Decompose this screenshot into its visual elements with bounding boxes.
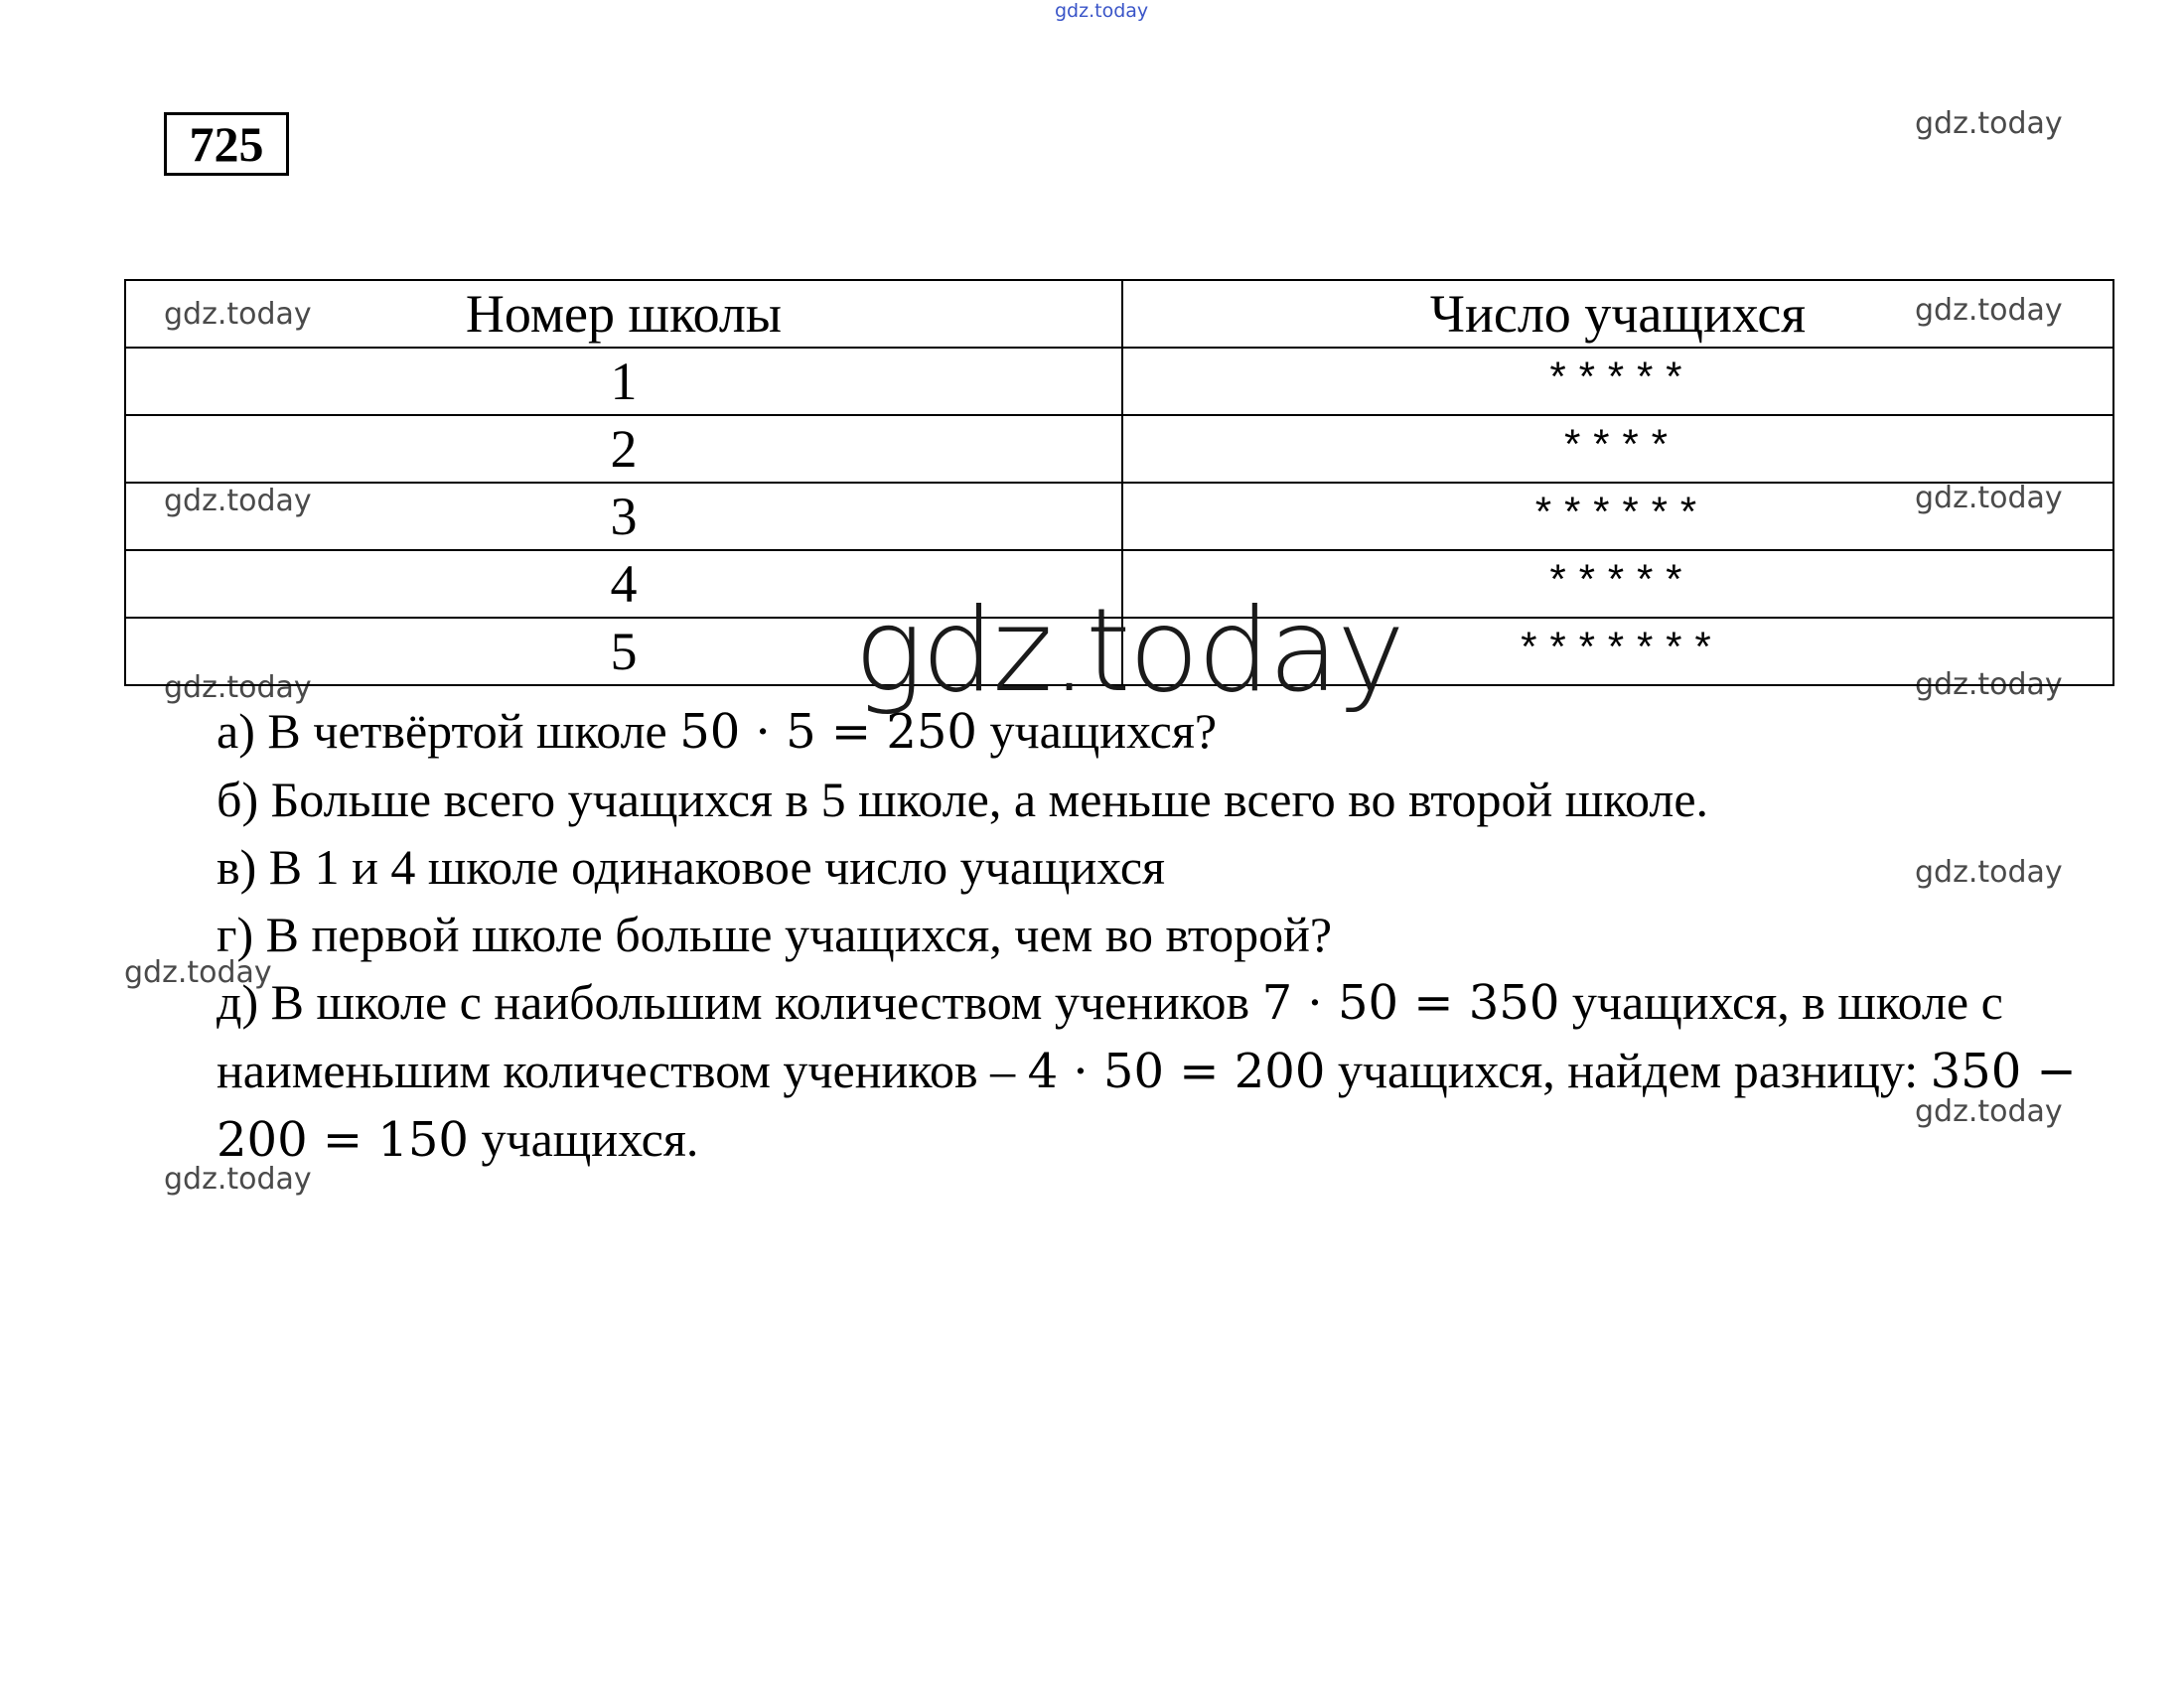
watermark: gdz.today — [1915, 667, 2063, 702]
school-number-cell: 3 — [125, 483, 1122, 550]
watermark: gdz.today — [1915, 855, 2063, 890]
watermark: gdz.today — [1915, 106, 2063, 141]
watermark-top: gdz.today — [1055, 0, 1149, 22]
students-stars-cell: ******* — [1122, 618, 2113, 685]
header-students-count: Число учащихся — [1122, 280, 2113, 348]
answer-d-text: учащихся, в школе с наименьшим количеством учеников – — [217, 974, 2003, 1098]
answer-a-text: а) В четвёртой школе — [217, 703, 680, 759]
watermark: gdz.today — [164, 484, 312, 518]
watermark: gdz.today — [164, 670, 312, 705]
answer-b: б) Больше всего учащихся в 5 школе, а меньше всего во второй школе. — [217, 772, 1709, 827]
watermark: gdz.today — [1915, 481, 2063, 515]
watermark: gdz.today — [164, 1162, 312, 1197]
answer-d — [217, 968, 2104, 1174]
school-number-cell: 5 — [125, 618, 1122, 685]
table-row — [125, 415, 2113, 483]
table-row — [125, 483, 2113, 550]
answer-d-text: д) В школе с наибольшим количеством учеников — [217, 974, 1262, 1030]
students-stars-cell: ***** — [1122, 348, 2113, 415]
students-stars-cell: **** — [1122, 415, 2113, 483]
answer-d-math: 350 − 200 = 150 — [217, 1044, 2077, 1168]
answer-a-math: 50 · 5 = 250 — [679, 704, 977, 760]
answer-a — [217, 697, 2104, 766]
watermark-large: gdz.today — [854, 584, 1403, 718]
school-number-cell: 1 — [125, 348, 1122, 415]
watermark: gdz.today — [124, 955, 272, 990]
answer-g: г) В первой школе больше учащихся, чем во второй? — [217, 907, 1333, 962]
answer-a-suffix: учащихся? — [976, 703, 1218, 759]
answer-d-text: учащихся. — [468, 1111, 699, 1167]
answer-v: в) В 1 и 4 школе одинаковое число учащихся — [217, 839, 1166, 895]
table-row — [125, 348, 2113, 415]
task-number: 725 — [164, 112, 289, 176]
school-number-cell: 4 — [125, 550, 1122, 618]
school-number-cell: 2 — [125, 415, 1122, 483]
students-stars-cell: ****** — [1122, 483, 2113, 550]
watermark: gdz.today — [1915, 1094, 2063, 1129]
answer-d-text: учащихся, найдем разницу: — [1325, 1043, 1931, 1098]
header-school-number: Номер школы — [125, 280, 1122, 348]
answer-d-math: 7 · 50 = 350 — [1261, 975, 1560, 1031]
answer-d-math: 4 · 50 = 200 — [1027, 1044, 1326, 1099]
watermark: gdz.today — [164, 297, 312, 332]
answers-block — [217, 697, 2104, 1174]
table-header-row — [125, 280, 2113, 348]
students-stars-cell: ***** — [1122, 550, 2113, 618]
watermark: gdz.today — [1915, 293, 2063, 328]
